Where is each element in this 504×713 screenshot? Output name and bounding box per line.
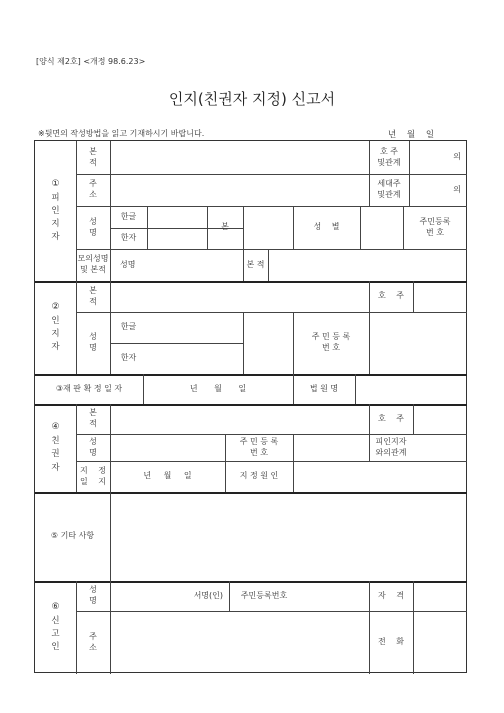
section-2-title: ② 인 지 자 — [51, 301, 60, 353]
s4-rrn-field[interactable] — [293, 434, 369, 461]
s1-rrn-label: 주민등록 번 호 — [419, 216, 451, 237]
s2-domicile-label: 본 적 — [89, 285, 105, 306]
s6-phone-label: 전 화 — [378, 637, 408, 647]
s2-name-label: 성 명 — [89, 332, 105, 352]
s4-cause-label: 지 정 원 인 — [239, 471, 279, 481]
s1-family-head-label: 호 주 및관계 — [377, 146, 401, 167]
s1-name-label: 성 명 — [89, 216, 105, 237]
s1-sex-field[interactable] — [360, 206, 403, 249]
form-title: 인지(친권자 지정) 신고서 — [168, 90, 336, 108]
s6-rrn-field[interactable] — [299, 581, 369, 611]
s4-domicile-field[interactable] — [110, 404, 369, 434]
s6-rrn-label: 주민등록번호 — [240, 590, 288, 600]
s1-bon-label: 본 — [221, 222, 229, 232]
s6-qualification-label: 자 격 — [378, 590, 408, 600]
report-date[interactable]: 년 월 일 — [388, 130, 435, 140]
s1-mother-name-field[interactable]: 성명 — [120, 259, 136, 269]
s1-sex-label: 성 별 — [313, 222, 344, 232]
s3-court-field[interactable] — [355, 374, 467, 404]
s3-judgment-date-field[interactable]: 년 월 일 — [189, 383, 247, 393]
s4-family-head-label: 호 주 — [378, 413, 408, 423]
s2-family-head-field[interactable] — [413, 281, 467, 312]
s1-household-label: 세대주 및관계 — [377, 179, 401, 199]
s3-court-label: 법 원 명 — [309, 383, 339, 393]
s1-hanja-field[interactable] — [147, 228, 207, 249]
s3-judgment-date-label: ③재 판 확 정 일 자 — [55, 383, 123, 393]
s2-rrn-field[interactable] — [369, 312, 467, 374]
s4-designation-date-field[interactable]: 년 월 일 — [143, 471, 192, 481]
s6-address-field[interactable] — [110, 611, 369, 674]
instruction-note: ※뒷면의 작성방법을 읽고 기재하시기 바랍니다. — [38, 129, 205, 138]
s6-name-label: 성 명 — [89, 585, 105, 605]
section-6-title: ⑥ 신 고 인 — [51, 601, 60, 653]
s4-family-head-field[interactable] — [413, 404, 467, 434]
s4-designation-date-label: 지 정 일 지 — [80, 465, 110, 486]
s1-family-head-field[interactable]: 의 — [453, 152, 461, 162]
s1-hangul-field[interactable] — [147, 206, 207, 228]
s6-qualification-field[interactable] — [413, 581, 467, 611]
s1-mother-label: 모의성명 및 본적 — [77, 254, 109, 274]
s1-domicile-label: 본 적 — [89, 146, 105, 167]
s1-bon-field[interactable] — [243, 206, 293, 249]
s5-other-field[interactable] — [110, 492, 467, 581]
form-code: [양식 제2호] <개정 98.6.23> — [36, 57, 146, 66]
s2-blank-field[interactable] — [243, 312, 293, 374]
s2-rrn-label: 주 민 등 록 번 호 — [311, 332, 351, 352]
s6-phone-field[interactable] — [413, 611, 467, 674]
s1-hanja-label: 한자 — [120, 233, 137, 243]
s2-hanja-label: 한자 — [120, 353, 137, 363]
s4-relation-field[interactable] — [413, 434, 467, 461]
s4-name-label: 성 명 — [89, 436, 105, 457]
s1-household-field[interactable]: 의 — [453, 184, 461, 194]
s1-domicile-field[interactable] — [110, 141, 369, 174]
s4-cause-field[interactable] — [293, 461, 467, 492]
s1-address-field[interactable] — [110, 174, 369, 206]
s1-mother-domicile-label: 본 적 — [246, 259, 265, 269]
s4-name-field[interactable] — [110, 434, 225, 461]
s6-address-label: 주 소 — [89, 631, 105, 652]
s6-signature-field[interactable]: 서명(인) — [193, 590, 223, 600]
s2-hanja-field[interactable] — [147, 343, 243, 374]
s2-domicile-field[interactable] — [110, 281, 369, 312]
s1-address-label: 주 소 — [89, 179, 105, 199]
s2-family-head-label: 호 주 — [378, 291, 408, 301]
s5-other-label: ⑤ 기타 사항 — [50, 531, 95, 541]
section-1-title: ① 피 인 지 자 — [51, 178, 60, 243]
s4-relation-label: 피인지자 와의관계 — [375, 436, 407, 457]
s1-hangul-label: 한글 — [120, 211, 137, 221]
s1-mother-domicile-field[interactable] — [268, 249, 467, 281]
s2-hangul-label: 한글 — [120, 322, 137, 332]
s2-hangul-field[interactable] — [147, 312, 243, 343]
s4-rrn-label: 주 민 등 록 번 호 — [239, 436, 279, 457]
section-4-title: ④ 친 권 자 — [51, 422, 60, 473]
s4-domicile-label: 본 적 — [89, 408, 105, 428]
report-form — [34, 140, 467, 673]
